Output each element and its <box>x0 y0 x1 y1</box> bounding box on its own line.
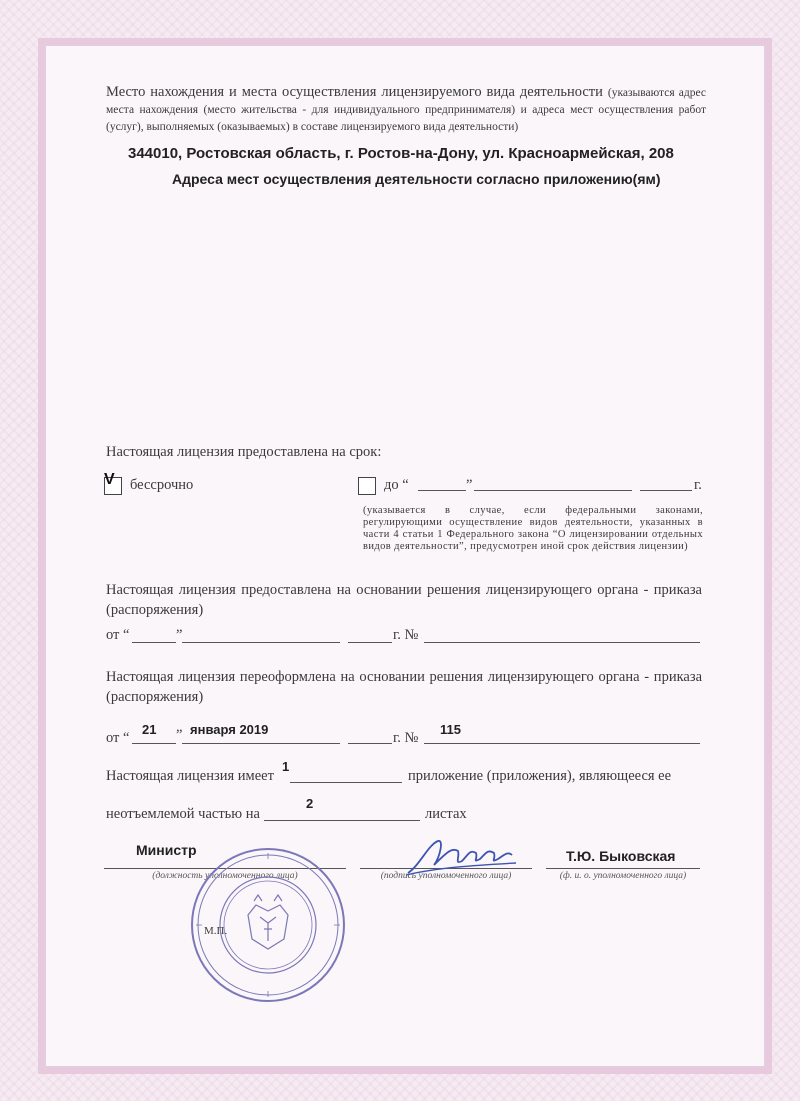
until-quote-close: ” <box>466 477 473 493</box>
term-label: Настоящая лицензия предоставлена на срок: <box>106 444 382 460</box>
until-year-suffix: г. <box>694 477 702 493</box>
header-block <box>106 84 706 135</box>
grant-year-field[interactable] <box>348 642 392 643</box>
until-date-note: (указывается в случае, если федеральными законами, регулирующими осуществление видов деятельности, указанных в части 4 статьи 1 Федерального закона “О лицензировании отдельных видов деятельности”, предусмотрен иной срок действия лицензии) <box>363 505 703 552</box>
check-mark-icon: V <box>104 471 115 488</box>
reissue-day-value: 21 <box>142 722 157 737</box>
reissue-day-field[interactable] <box>132 743 176 744</box>
reissue-year-field[interactable] <box>348 743 392 744</box>
reissue-number-label: г. № <box>393 730 419 746</box>
reissue-month-year-value: января 2019 <box>190 722 269 737</box>
reissue-number-field[interactable] <box>424 743 700 744</box>
grant-number-field[interactable] <box>424 642 700 643</box>
position-caption: (должность уполномоченного лица) <box>152 871 298 881</box>
grant-paragraph: Настоящая лицензия предоставлена на основании решения лицензирующего органа - приказа (распоряжения) <box>106 582 702 618</box>
appendix-count-field[interactable] <box>290 782 402 783</box>
appendix-sheets-value: 2 <box>306 796 314 811</box>
reissue-quote-close: ” <box>176 727 183 743</box>
page-border-frame <box>38 38 772 1074</box>
seal-place-label: М.П. <box>204 925 228 937</box>
reissue-from-label: от “ <box>106 730 130 746</box>
until-year-field[interactable] <box>640 490 692 491</box>
reissue-paragraph: Настоящая лицензия переоформлена на основании решения лицензирующего органа - приказа (распоряжения) <box>106 669 702 705</box>
signature-caption: (подпись уполномоченного лица) <box>380 871 512 881</box>
appendix-text-1: Настоящая лицензия имеет <box>106 768 274 784</box>
grant-from-label: от “ <box>106 627 130 643</box>
appendix-count-value: 1 <box>282 759 290 774</box>
official-name: Т.Ю. Быковская <box>566 848 676 864</box>
header-title: Место нахождения и места осуществления лицензируемого вида деятельности <box>106 84 603 100</box>
handwritten-signature-icon <box>400 835 520 880</box>
grant-number-label: г. № <box>393 627 419 643</box>
until-date-checkbox[interactable] <box>358 477 376 495</box>
name-caption: (ф. и. о. уполномоченного лица) <box>559 871 687 881</box>
appendix-sheets-field[interactable] <box>264 820 420 821</box>
appendix-text-3: неотъемлемой частью на <box>106 806 260 822</box>
until-day-field[interactable] <box>418 490 466 491</box>
name-line <box>546 868 700 869</box>
grant-month-field[interactable] <box>182 642 340 643</box>
address-appendix-note: Адреса мест осуществления деятельности согласно приложению(ям) <box>172 171 661 187</box>
grant-day-field[interactable] <box>132 642 176 643</box>
reissue-month-field[interactable] <box>182 743 340 744</box>
indefinite-label: бессрочно <box>130 477 194 493</box>
until-date-label <box>384 477 409 494</box>
header-note: (указываются адрес места нахождения (место жительства - для индивидуального предпринимателя) и адреса мест осуществления работ (услуг), выполняемых (оказываемых) в составе лицензируемого вида деятельности) <box>106 87 707 133</box>
appendix-text-4: листах <box>425 806 467 822</box>
official-position: Министр <box>136 842 197 858</box>
appendix-text-2: приложение (приложения), являющееся ее <box>408 768 672 784</box>
until-prefix: до “ <box>384 477 409 493</box>
until-month-field[interactable] <box>474 490 632 491</box>
reissue-number-value: 115 <box>440 722 461 737</box>
address-line: 344010, Ростовская область, г. Ростов-на-Дону, ул. Красноармейская, 208 <box>128 145 674 162</box>
grant-quote-close: ” <box>176 627 183 643</box>
